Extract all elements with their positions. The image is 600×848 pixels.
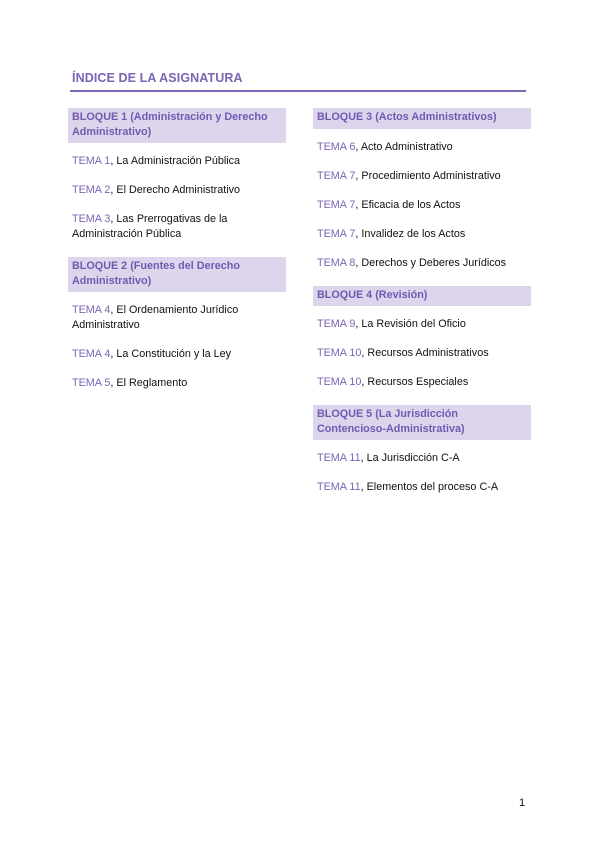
topic-code: TEMA 11 <box>317 452 361 464</box>
right-column <box>313 108 531 495</box>
topic-name: Recursos Administrativos <box>367 347 489 359</box>
topic-code: TEMA 11 <box>317 481 361 493</box>
topic-item[interactable] <box>313 256 531 271</box>
topic-item[interactable] <box>313 451 531 466</box>
topic-item[interactable] <box>68 212 286 242</box>
topic-item[interactable] <box>313 346 531 361</box>
topic-item[interactable] <box>313 480 531 495</box>
topic-separator: , <box>110 348 117 360</box>
topic-code: TEMA 10 <box>317 347 362 359</box>
topic-name: La Constitución y la Ley <box>116 348 232 360</box>
topic-code: TEMA 7 <box>317 169 356 182</box>
topic-name: La Revisión del Oficio <box>361 318 466 330</box>
topic-code: TEMA 8 <box>317 256 356 269</box>
topic-name: La Jurisdicción C-A <box>366 452 460 464</box>
topic-code: TEMA 6 <box>317 140 356 153</box>
block-heading-3: BLOQUE 3 (Actos Administrativos) <box>313 108 531 129</box>
topic-item[interactable] <box>313 169 531 184</box>
topic-item[interactable] <box>68 376 286 391</box>
topic-separator: , <box>355 318 362 330</box>
topic-code: TEMA 7 <box>317 227 356 240</box>
topic-separator: , <box>110 377 117 389</box>
block-heading-1: BLOQUE 1 (Administración y Derecho Administrativo) <box>68 108 286 143</box>
title-divider <box>70 90 526 92</box>
topic-separator: , <box>110 304 117 316</box>
block-heading-4: BLOQUE 4 (Revisión) <box>313 286 531 307</box>
left-column <box>68 108 286 391</box>
topic-code: TEMA 4 <box>72 304 111 316</box>
topic-separator: , <box>355 140 361 153</box>
topic-name: La Administración Pública <box>116 155 241 167</box>
topic-code: TEMA 10 <box>317 376 362 388</box>
topic-name: Acto Administrativo <box>360 140 453 153</box>
topic-item[interactable] <box>68 347 286 362</box>
topic-name: Elementos del proceso C-A <box>366 481 499 493</box>
topic-code: TEMA 4 <box>72 348 111 360</box>
topic-separator: , <box>355 198 362 211</box>
topic-item[interactable] <box>313 140 531 155</box>
topic-name: El Ordenamiento Jurídico Administrativo <box>72 304 239 331</box>
topic-name: Eficacia de los Actos <box>361 198 461 211</box>
topic-code: TEMA 1 <box>72 155 111 167</box>
page-number: 1 <box>519 797 526 809</box>
topic-item[interactable] <box>68 183 286 198</box>
topic-code: TEMA 2 <box>72 184 111 196</box>
topic-separator: , <box>361 347 368 359</box>
topic-separator: , <box>360 481 367 493</box>
topic-item[interactable] <box>313 198 531 213</box>
topic-name: El Derecho Administrativo <box>116 184 241 196</box>
topic-name: Invalidez de los Actos <box>361 227 466 240</box>
topic-separator: , <box>355 256 362 269</box>
topic-item[interactable] <box>68 303 286 333</box>
topic-item[interactable] <box>68 154 286 169</box>
topic-item[interactable] <box>313 317 531 332</box>
block-heading-2: BLOQUE 2 (Fuentes del Derecho Administrativo) <box>68 257 286 292</box>
topic-code: TEMA 3 <box>72 213 111 225</box>
topic-separator: , <box>355 169 362 182</box>
topic-separator: , <box>355 227 362 240</box>
topic-name: Recursos Especiales <box>367 376 469 388</box>
topic-code: TEMA 5 <box>72 377 111 389</box>
topic-code: TEMA 7 <box>317 198 356 211</box>
block-heading-5: BLOQUE 5 (La Jurisdicción Contencioso-Administrativa) <box>313 405 531 440</box>
topic-name: Procedimiento Administrativo <box>361 169 501 182</box>
topic-code: TEMA 9 <box>317 318 356 330</box>
topic-separator: , <box>110 155 117 167</box>
topic-name: El Reglamento <box>116 377 188 389</box>
topic-separator: , <box>360 452 367 464</box>
topic-item[interactable] <box>313 227 531 242</box>
page-title: ÍNDICE DE LA ASIGNATURA <box>72 71 243 85</box>
topic-separator: , <box>110 184 117 196</box>
topic-separator: , <box>110 213 117 225</box>
topic-name: Derechos y Deberes Jurídicos <box>361 256 507 269</box>
topic-item[interactable] <box>313 375 531 390</box>
topic-name: Las Prerrogativas de la Administración Pública <box>72 213 228 240</box>
topic-separator: , <box>361 376 368 388</box>
